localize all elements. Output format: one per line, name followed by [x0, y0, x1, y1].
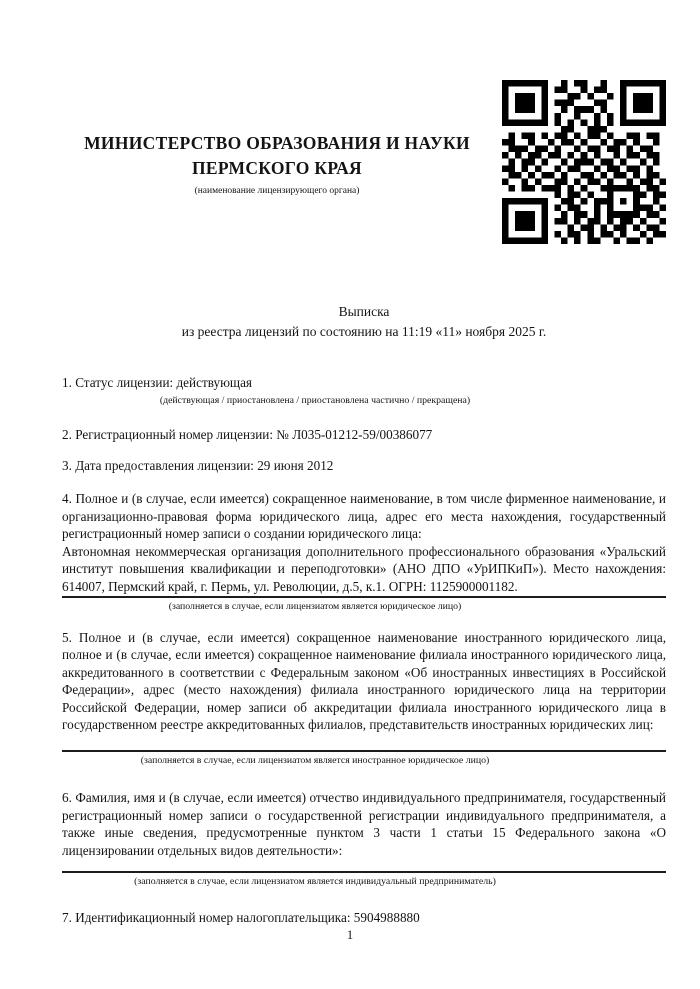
- qr-code-icon: [502, 80, 666, 244]
- individual-entrepreneur-caption: (заполняется в случае, если лицензиатом является индивидуальный предприниматель): [134, 876, 496, 887]
- legal-entity-answer: Автономная некоммерческая организация дополнительного профессионального образования «Уральский институт повышения квалификации и переподготовки» (АНО ДПО «УрИПКиП»). Место нахождения: 614007, Пермский край, г. Пермь, ул. Революции, д.5, к.1. ОГРН: 1125900001182.: [62, 543, 666, 594]
- legal-entity-caption: (заполняется в случае, если лицензиатом является юридическое лицо): [168, 601, 462, 612]
- individual-entrepreneur-question: 6. Фамилия, имя и (в случае, если имеется) отчество индивидуального предпринимателя, государственный регистрационный номер записи о государственной регистрации индивидуального предпринимателя, а также иные сведения, предусмотренные пунктом 3 части 1 статьи 15 Федерального закона «О лицензировании отдельных видов деятельности»:: [62, 790, 666, 858]
- page-number: 1: [346, 928, 354, 942]
- ministry-name-line1: МИНИСТЕРСТВО ОБРАЗОВАНИЯ И НАУКИ: [84, 133, 470, 153]
- license-status-options-caption: (действующая / приостановлена / приостановлена частично / прекращена): [159, 394, 471, 406]
- field-registration-number: [62, 426, 666, 444]
- foreign-entity-question: 5. Полное и (в случае, если имеется) сокращенное наименование иностранного юридического лица, полное и (в случае, если имеется) сокращенное наименование филиала иностранного юридического лица, аккредитованного в соответствии с Федеральным законом «Об иностранных инвестициях в Российской Федерации», адрес (место нахождения) филиала иностранного юридического лица на территории Российской Федерации, номер записи об аккредитации филиала иностранного юридического лица в государственном реестре аккредитованных филиалов, представительств иностранных юридических лиц:: [62, 629, 666, 732]
- field-foreign-entity: [62, 629, 666, 767]
- taxpayer-number-text: 7. Идентификационный номер налогоплательщика: 5904988880: [62, 909, 420, 925]
- document-title: [62, 302, 666, 342]
- legal-entity-question: 4. Полное и (в случае, если имеется) сокращенное наименование, в том числе фирменное наименование, и организационно-правовая форма юридического лица, адрес его места нахождения, государственный регистрационный номер записи о создании юридического лица:: [62, 491, 666, 541]
- licensing-authority-caption: (наименование лицензирующего органа): [194, 186, 360, 196]
- title-line1: Выписка: [338, 304, 390, 319]
- field-individual-entrepreneur: [62, 789, 666, 888]
- fill-line: [62, 750, 666, 752]
- licensing-authority-block: [62, 80, 492, 197]
- field-license-date: [62, 457, 666, 475]
- registration-number-text: 2. Регистрационный номер лицензии: № Л035-01212-59/00386077: [62, 427, 433, 442]
- field-license-status: [62, 374, 666, 406]
- license-date-text: 3. Дата предоставления лицензии: 29 июня 2012: [62, 457, 334, 473]
- ministry-name-line2: ПЕРМСКОГО КРАЯ: [192, 158, 362, 178]
- document-header: [62, 0, 666, 244]
- title-line2: из реестра лицензий по состоянию на 11:19 «11» ноября 2025 г.: [181, 324, 547, 339]
- field-legal-entity: [62, 490, 666, 613]
- fill-line: [62, 596, 666, 598]
- fill-line: [62, 871, 666, 873]
- field-taxpayer-number: [62, 909, 666, 927]
- foreign-entity-caption: (заполняется в случае, если лицензиатом является иностранное юридическое лицо): [140, 754, 490, 766]
- license-status-text: 1. Статус лицензии: действующая: [62, 375, 253, 390]
